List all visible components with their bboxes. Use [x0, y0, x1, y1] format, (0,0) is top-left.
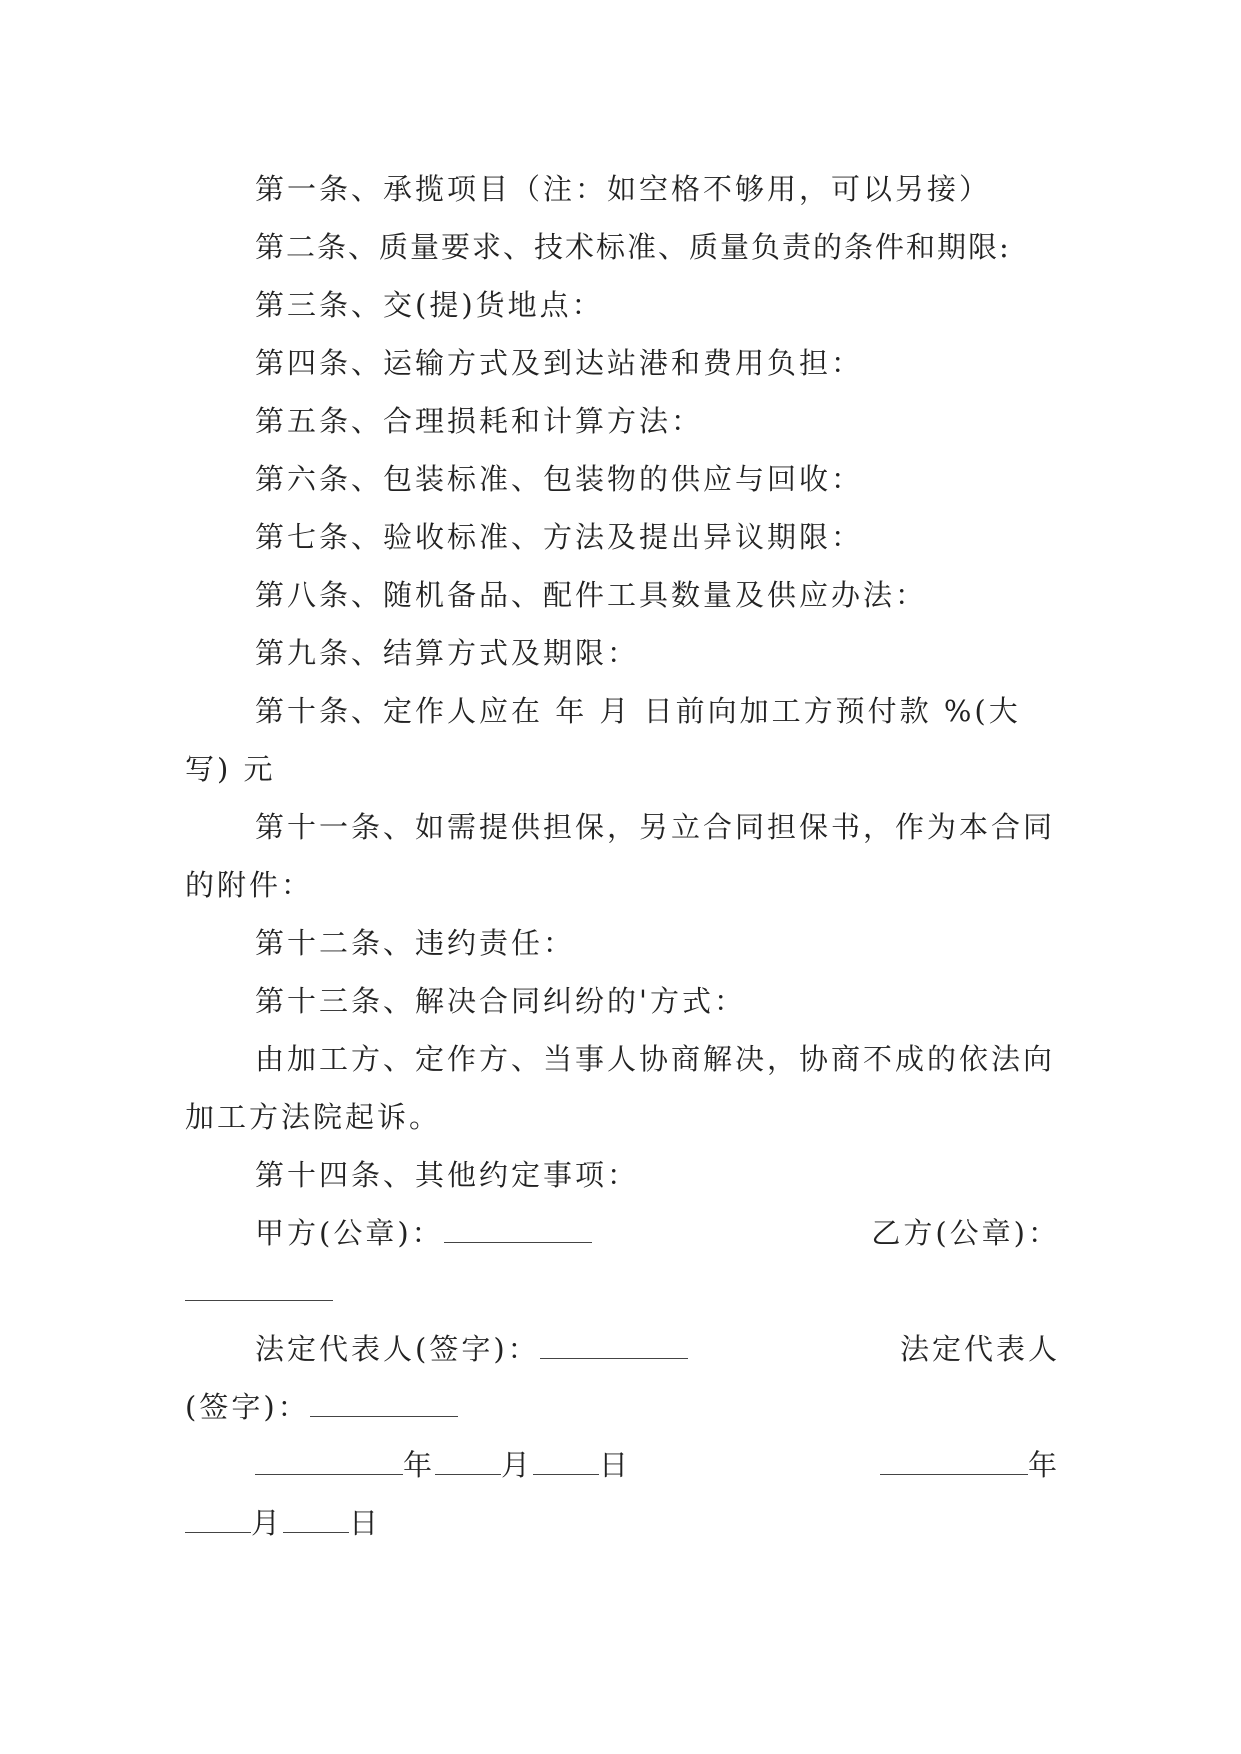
party-a-blank [444, 1216, 592, 1243]
rep-a-label: 法定代表人(签字)： [255, 1332, 540, 1366]
party-seal-row [185, 1204, 1060, 1262]
date-b-year-blank [880, 1448, 1028, 1475]
party-b-seal-line [185, 1262, 1060, 1320]
rep-b-blank [310, 1390, 458, 1417]
rep-b-label-cont: (签字)： [185, 1390, 310, 1424]
party-a-label: 甲方(公章)： [255, 1216, 444, 1250]
date-a [255, 1436, 631, 1494]
date-a-month-label: 月 [501, 1448, 534, 1482]
date-b-year [880, 1436, 1060, 1494]
date-a-year-label: 年 [403, 1448, 436, 1482]
party-a-seal [255, 1204, 592, 1262]
dispute-resolution-text: 由加工方、定作方、当事人协商解决，协商不成的依法向加工方法院起诉。 [185, 1042, 1056, 1134]
clause-6: 第六条、包装标准、包装物的供应与回收： [255, 462, 864, 496]
clause-13: 第十三条、解决合同纠纷的'方式： [255, 984, 746, 1018]
clause-14: 第十四条、其他约定事项： [255, 1158, 640, 1192]
date-a-day-blank [533, 1448, 599, 1475]
rep-a-signature [255, 1320, 688, 1378]
party-b-label: 乙方(公章)： [871, 1216, 1060, 1250]
date-row [185, 1436, 1060, 1494]
clause-2: 第二条、质量要求、技术标准、质量负责的条件和期限: [255, 230, 1011, 264]
date-a-year-blank [255, 1448, 403, 1475]
clause-7: 第七条、验收标准、方法及提出异议期限： [255, 520, 864, 554]
date-b-month-blank [185, 1506, 251, 1533]
clause-9: 第九条、结算方式及期限： [255, 636, 640, 670]
rep-a-blank [540, 1332, 688, 1359]
clause-10: 第十条、定作人应在 年 月 日前向加工方预付款 %(大写) 元 [185, 694, 1021, 786]
representative-row [185, 1320, 1060, 1378]
date-b-month-label: 月 [251, 1506, 284, 1540]
date-b-line [185, 1494, 1060, 1552]
clause-8: 第八条、随机备品、配件工具数量及供应办法： [255, 578, 928, 612]
date-b-year-label: 年 [1027, 1448, 1060, 1482]
date-a-day-label: 日 [599, 1448, 632, 1482]
contract-body [185, 160, 1060, 1552]
clause-11: 第十一条、如需提供担保，另立合同担保书，作为本合同的附件： [185, 810, 1056, 902]
rep-b-label: 法定代表人 [899, 1332, 1060, 1366]
clause-1: 第一条、承揽项目（注：如空格不够用，可以另接） [255, 172, 992, 206]
date-b-day-blank [283, 1506, 349, 1533]
clause-4: 第四条、运输方式及到达站港和费用负担： [255, 346, 864, 380]
party-b-blank [185, 1274, 333, 1301]
date-a-month-blank [435, 1448, 501, 1475]
clause-5: 第五条、合理损耗和计算方法： [255, 404, 704, 438]
clause-12: 第十二条、违约责任： [255, 926, 576, 960]
clause-3: 第三条、交(提)货地点： [255, 288, 604, 322]
rep-b-signature-line [185, 1378, 1060, 1436]
date-b-day-label: 日 [349, 1506, 382, 1540]
